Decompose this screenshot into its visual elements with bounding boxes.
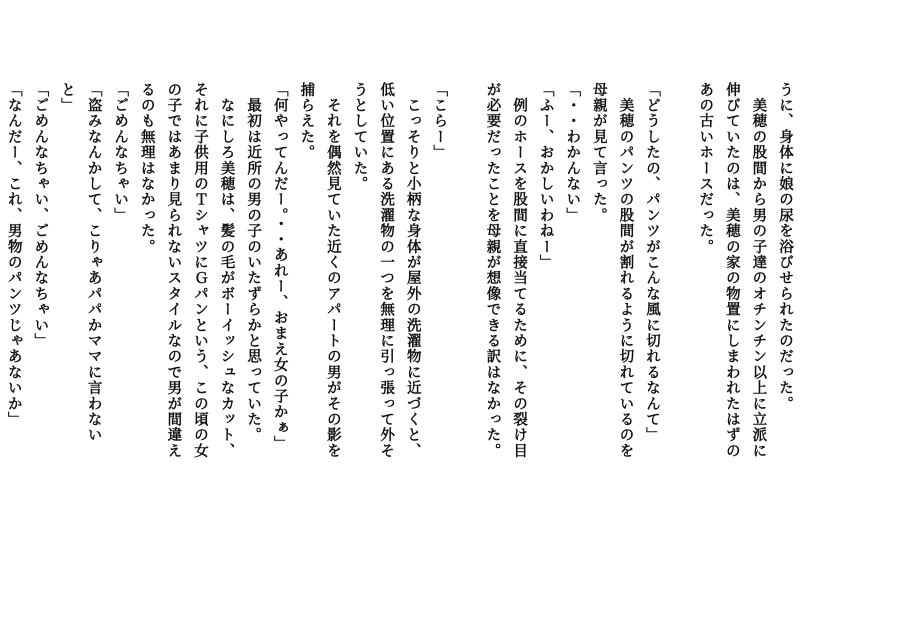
text-line: それに子供用のＴシャツにＧパンという、この頃の女 (191, 82, 208, 459)
text-line: 伸びていたのは、美穂の家の物置にしまわれたはずの (723, 82, 740, 459)
text-line: 「何やってんだー。・・あれー、おまえ女の子かぁ」 (271, 82, 288, 452)
text-line: こっそりと小柄な身体が屋外の洗濯物に近づくと、 (404, 82, 421, 459)
text-line: 例のホースを股間に直接当てるために、その裂け目 (511, 82, 528, 459)
paragraph-break (452, 82, 479, 522)
text-line: あの古いホースだった。 (697, 82, 714, 255)
text-line: が必要だったことを母親が想像できる訳はなかった。 (484, 82, 501, 459)
text-line: 「盗みなんかして、こりゃあパパかママに言わない (85, 82, 102, 444)
text-line: るのも無理はなかった。 (138, 82, 155, 255)
text-line: 美穂のパンツの股間が割れるように切れているのを (617, 82, 634, 459)
text-line: 「ごめんなちゃい、ごめんなちゃい」 (32, 82, 49, 349)
text-line: 美穂の股間から男の子達のオチンチン以上に立派に (750, 82, 767, 459)
text-line: うとしていた。 (351, 82, 368, 192)
text-line: 「・・わかんない」 (564, 82, 581, 224)
text-line: 「ふー、おかしいわねー」 (537, 82, 554, 271)
text-line: 「ごめんなちゃい」 (112, 82, 129, 224)
text-line: 最初は近所の男の子のいたずらかと思っていた。 (245, 82, 262, 444)
paragraph-break (665, 82, 692, 522)
text-line: と」 (58, 82, 75, 114)
text-line: うに、身体に娘の尿を浴びせられたのだった。 (777, 82, 793, 412)
text-line: 捕らえた。 (298, 82, 315, 161)
text-line: なにしろ美穂は、髪の毛がボーイッシュなカット、 (218, 82, 235, 459)
vertical-text-body (5, 82, 798, 522)
text-line: それを偶然見ていた近くのアパートの男がその影を (324, 82, 341, 459)
text-line: 母親が見て言った。 (590, 82, 607, 224)
text-line: の子ではあまり見られないスタイルなので男が間違え (165, 82, 182, 459)
text-line: 「なんだー、これ、男物のパンツじゃあないか」 (5, 82, 22, 428)
text-line: 「どうしたの、パンツがこんな風に切れるなんて」 (644, 82, 661, 444)
text-line: 低い位置にある洗濯物の一つを無理に引っ張って外そ (378, 82, 395, 459)
text-line: 「こらー」 (431, 82, 448, 161)
